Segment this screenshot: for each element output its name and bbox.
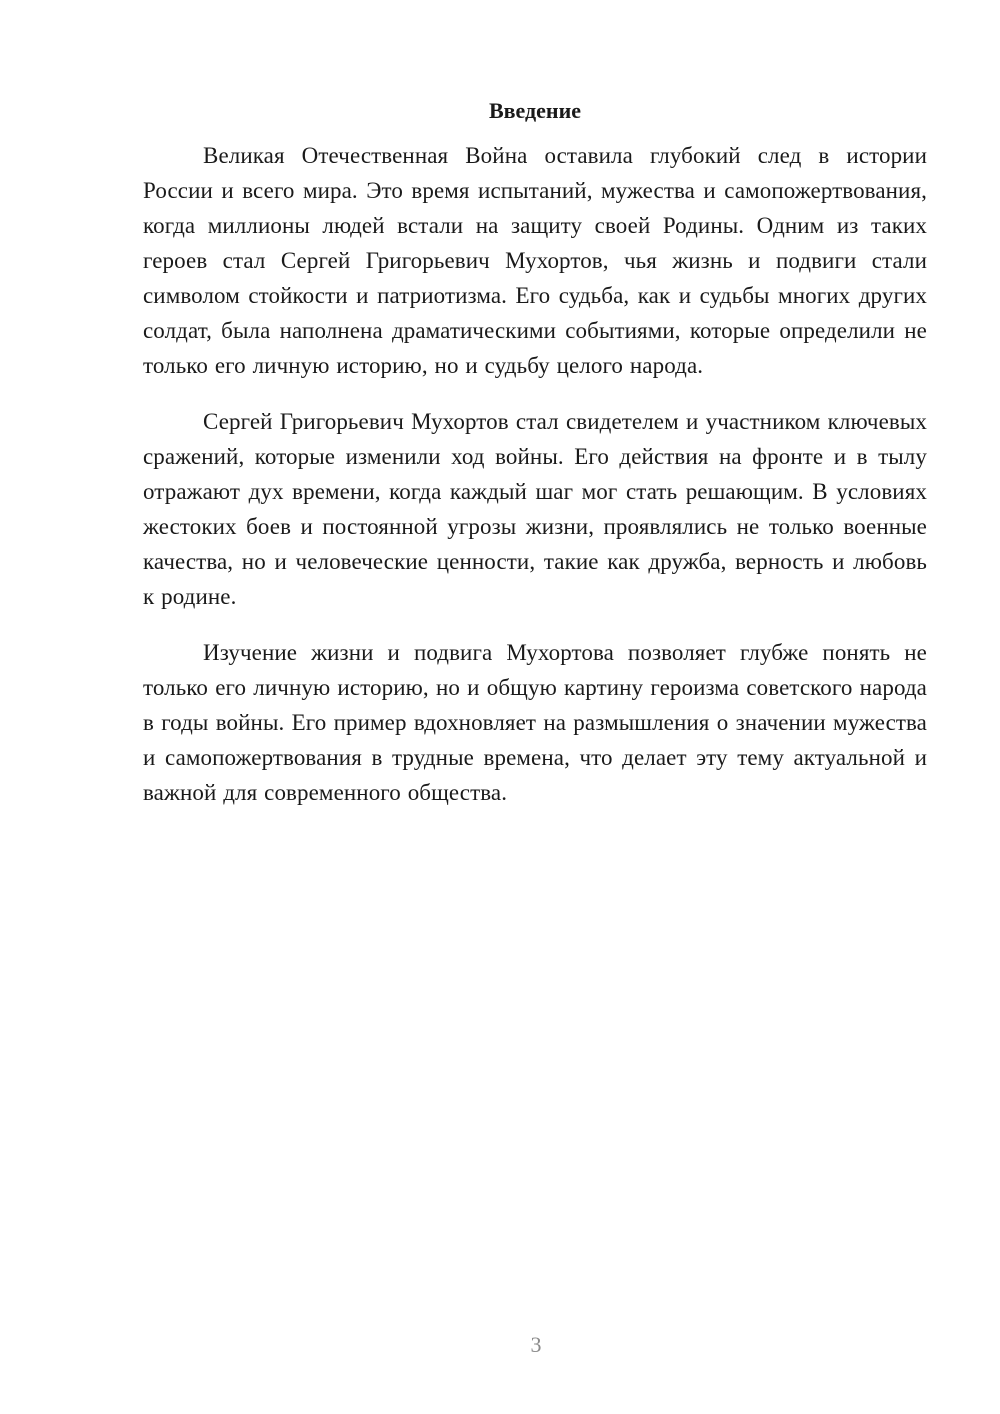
- page-number: 3: [530, 1332, 542, 1357]
- paragraph-2: Сергей Григорьевич Мухортов стал свидетелем и участником ключевых сражений, которые изменили ход войны. Его действия на фронте и в тылу отражают дух времени, когда каждый шаг мог стать решающим. В условиях жестоких боев и постоянной угрозы жизни, проявлялись не только военные качества, но и человеческие ценности, такие как дружба, верность и любовь к родине.: [143, 409, 927, 609]
- section-title: Введение: [488, 98, 582, 123]
- page-content: [143, 96, 927, 831]
- paragraph-1: Великая Отечественная Война оставила глубокий след в истории России и всего мира. Это время испытаний, мужества и самопожертвования, когда миллионы людей встали на защиту своей Родины. Одним из таких героев стал Сергей Григорьевич Мухортов, чья жизнь и подвиги стали символом стойкости и патриотизма. Его судьба, как и судьбы многих других солдат, была наполнена драматическими событиями, которые определили не только его личную историю, но и судьбу целого народа.: [143, 143, 927, 378]
- paragraph-3: Изучение жизни и подвига Мухортова позволяет глубже понять не только его личную историю, но и общую картину героизма советского народа в годы войны. Его пример вдохновляет на размышления о значении мужества и самопожертвования в трудные времена, что делает эту тему актуальной и важной для современного общества.: [143, 640, 927, 805]
